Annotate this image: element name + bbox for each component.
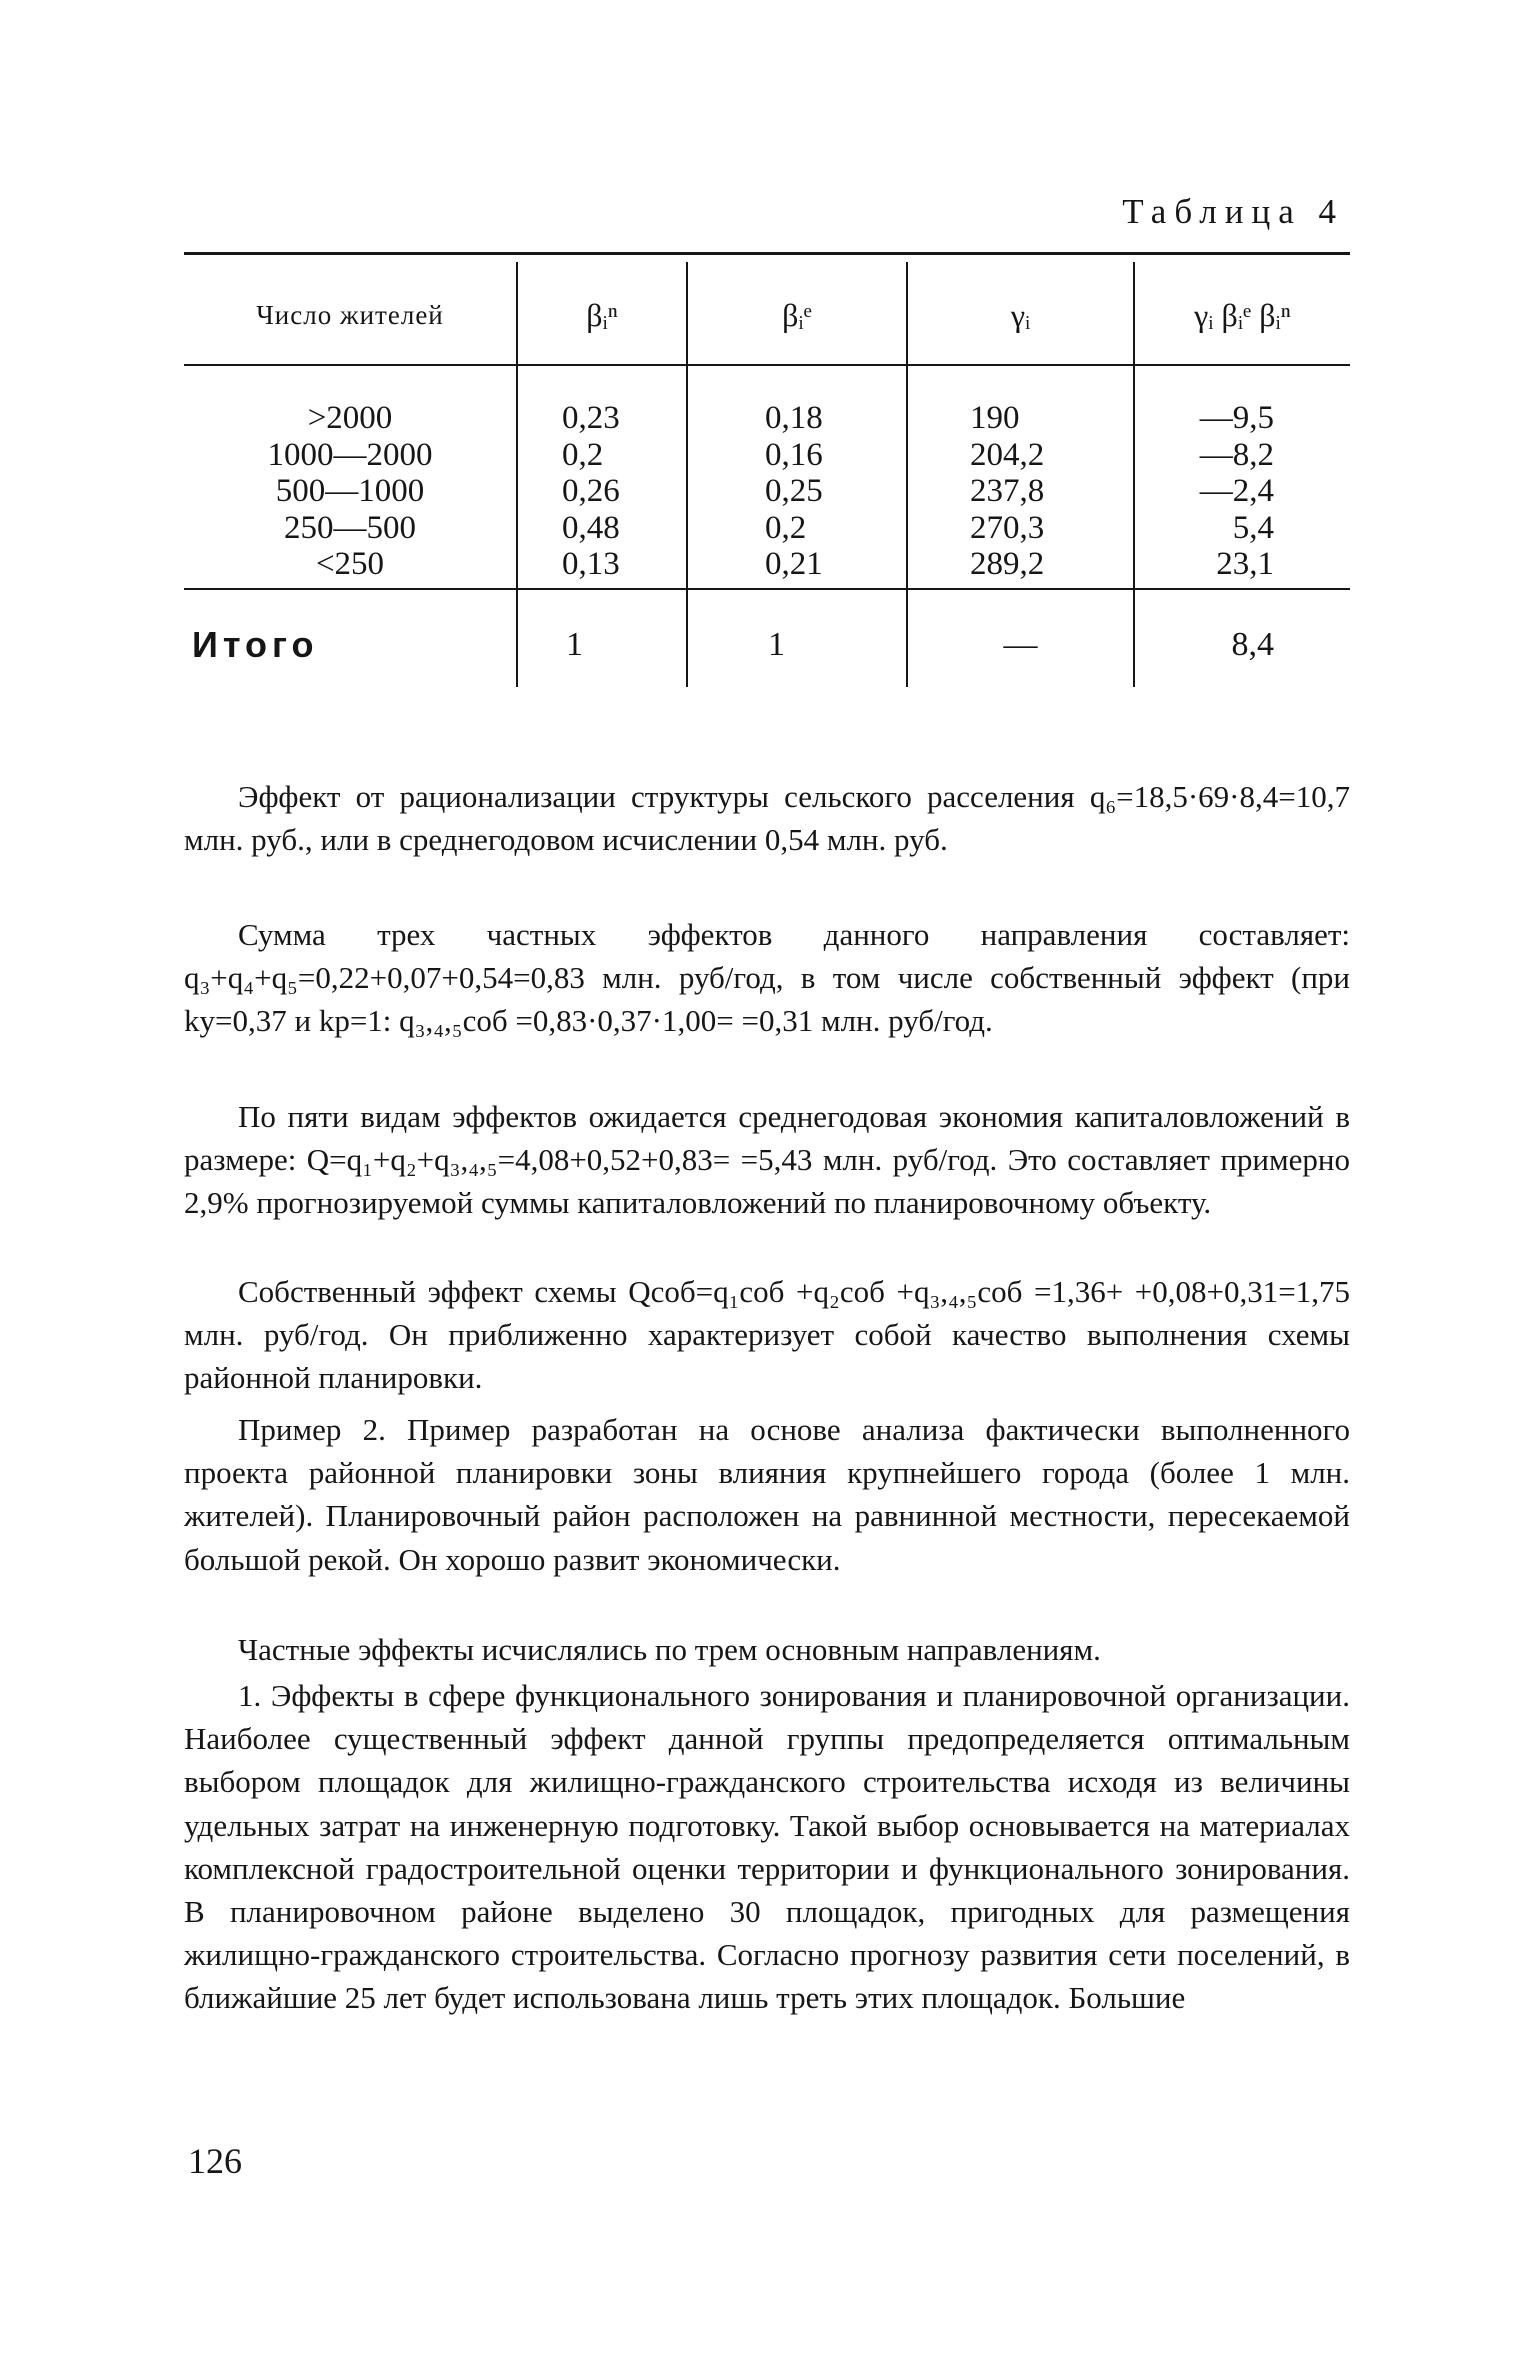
paragraph: Эффект от рационализации структуры сельского расселения q₆=18,5·69·8,4=10,7 млн. руб., или в среднегодовом исчислении 0,54 млн. руб. xyxy=(184,779,1350,858)
table-total-label: Итого xyxy=(192,624,319,665)
table-top-rule xyxy=(184,252,1350,255)
table-cell: 0,48 xyxy=(562,509,620,546)
table-cell: —9,5 xyxy=(1199,400,1274,436)
table-column-product xyxy=(1150,400,1274,583)
example-paragraph: Пример 2. Пример разработан на основе анализа фактически выполненного проекта районной планировки зоны влияния крупнейшего города (более 1 млн. жителей). Планировочный район расположен на равнинной местности, пересекаемой большой рекой. Он хорошо развит экономически. xyxy=(184,1412,1350,1577)
table-cell: 500—1000 xyxy=(275,473,425,509)
paragraph: 1. Эффекты в сфере функционального зонирования и планировочной организации. Наиболее существенный эффект данной группы предопределяется оптимальным выбором площадок для жилищно-гражданского строительства исходя из величины удельных затрат на инженерную подготовку. Такой выбор основывается на материалах комплексной градостроительной оценки территории и функционального зонирования. В планировочном районе выделено 30 площадок, пригодных для размещения жилищно-гражданского строительства. Согласно прогнозу развития сети поселений, в ближайшие 25 лет будет использована лишь треть этих площадок. Большие xyxy=(184,1678,1350,2016)
table-column-residents xyxy=(230,400,470,583)
table-cell: 0,18 xyxy=(765,400,823,436)
table-total-cell: 8,4 xyxy=(1231,626,1274,663)
table-header-rule xyxy=(184,364,1350,366)
table-cell: 270,3 xyxy=(970,509,1045,546)
paragraph: Частные эффекты исчислялись по трем основным направлениям. xyxy=(238,1632,1101,1667)
paragraph: Сумма трех частных эффектов данного направления составляет: q₃+q₄+q₅=0,22+0,07+0,54=0,83 млн. руб/год, в том числе собственный эффект (при kу=0,37 и kр=1: q₃,₄,₅соб =0,83·0,37·1,00= =0,31 млн. руб/год. xyxy=(184,917,1350,1039)
table-cell: 289,2 xyxy=(970,546,1045,582)
table-column-beta-p xyxy=(562,400,672,583)
table-column-gamma xyxy=(970,400,1080,583)
table-cell: 204,2 xyxy=(970,436,1045,473)
table-body-rule xyxy=(184,588,1350,590)
table-header-beta-p: βᵢⁿ xyxy=(586,297,618,333)
table-cell: >2000 xyxy=(307,400,393,436)
table-cell: 0,2 xyxy=(562,436,604,473)
table-total-cell: 1 xyxy=(768,626,785,663)
table-cell: 5,4 xyxy=(1232,509,1274,546)
table-cell: 0,23 xyxy=(562,400,620,436)
table-header-product: γᵢ βᵢᵉ βᵢⁿ xyxy=(1194,297,1291,333)
table-header-residents: Число жителей xyxy=(256,300,444,330)
table-cell: 190 xyxy=(970,400,1020,436)
table-cell: <250 xyxy=(315,546,385,582)
table-total-cell: — xyxy=(1003,626,1038,663)
table-cell: 0,16 xyxy=(765,436,823,473)
page-number: 126 xyxy=(188,2141,242,2181)
table-cell: 1000—2000 xyxy=(267,436,433,473)
table-cell: —2,4 xyxy=(1199,473,1274,509)
table-caption: Таблица 4 xyxy=(1122,192,1344,231)
table-cell: 0,25 xyxy=(765,473,823,509)
table-cell: 0,21 xyxy=(765,546,823,582)
table-cell: 237,8 xyxy=(970,473,1045,509)
table-header-beta-e: βᵢᵉ xyxy=(782,297,812,333)
table-column-beta-e xyxy=(765,400,875,583)
paragraph: Собственный эффект схемы Qсоб=q₁соб +q₂соб +q₃,₄,₅соб =1,36+ +0,08+0,31=1,75 млн. руб/год. Он приближенно характеризует собой качество выполнения схемы районной планировки. xyxy=(184,1274,1350,1396)
table-cell: 250—500 xyxy=(284,509,416,546)
table-cell: —8,2 xyxy=(1199,436,1274,473)
table-cell: 0,26 xyxy=(562,473,620,509)
table-cell: 23,1 xyxy=(1216,546,1274,582)
table-total-cell: 1 xyxy=(566,626,583,663)
table-header-gamma: γᵢ xyxy=(1010,297,1031,333)
table-cell: 0,2 xyxy=(765,509,807,546)
paragraph: По пяти видам эффектов ожидается среднегодовая экономия капиталовложений в размере: Q=q₁+q₂+q₃,₄,₅=4,08+0,52+0,83= =5,43 млн. руб/год. Это составляет примерно 2,9% прогнозируемой суммы капиталовложений по планировочному объекту. xyxy=(184,1099,1350,1221)
table-cell: 0,13 xyxy=(562,546,620,582)
